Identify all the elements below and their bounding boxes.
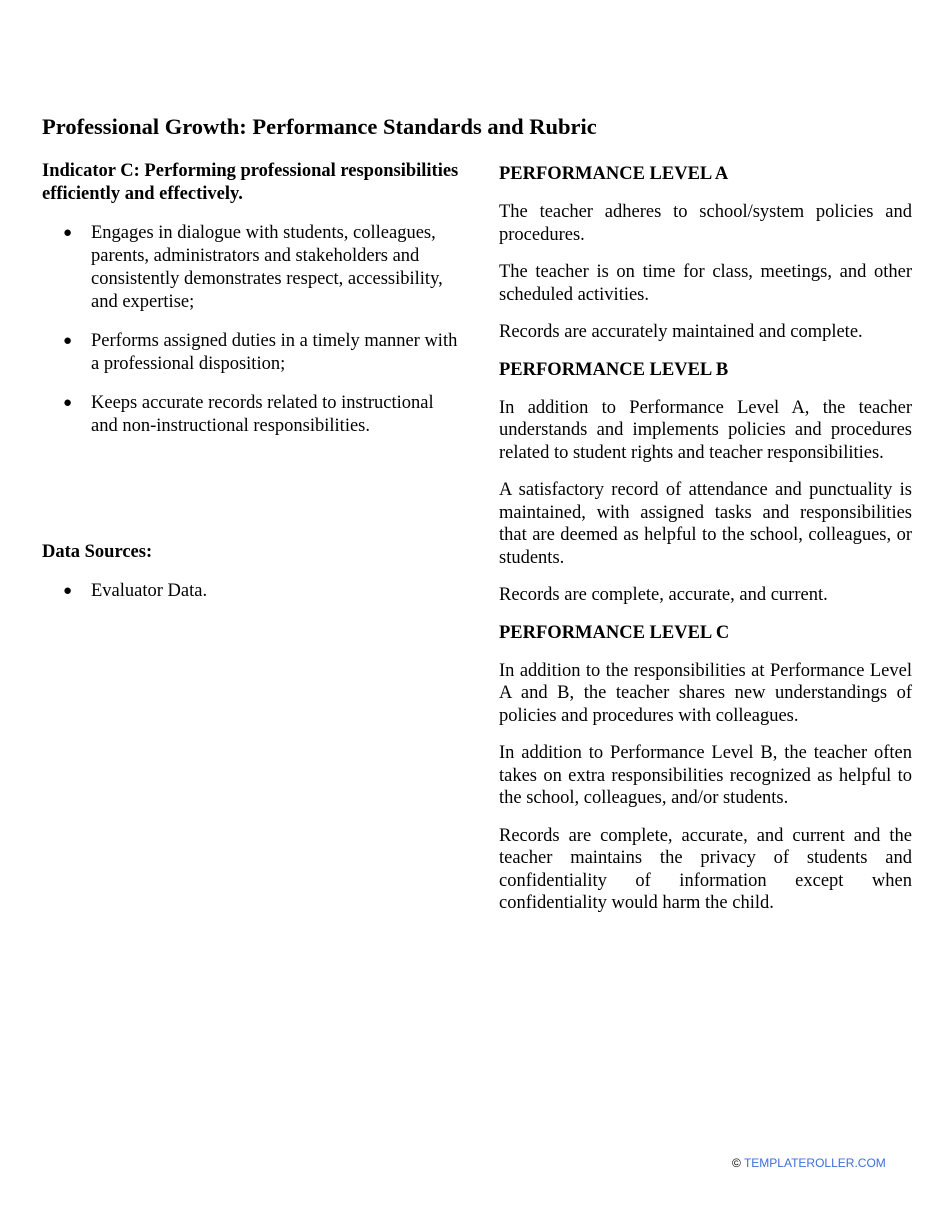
level-paragraph: The teacher adheres to school/system policies and procedures.	[499, 202, 912, 245]
list-item	[42, 330, 462, 376]
level-paragraph: The teacher is on time for class, meetings, and other scheduled activities.	[499, 262, 912, 305]
list-item-text: Evaluator Data.	[91, 581, 208, 601]
list-item	[42, 580, 462, 603]
list-item-text: Engages in dialogue with students, colleagues, parents, administrators and stakeholders and consistently demonstrates respect, accessibility, and expertise;	[91, 223, 443, 312]
level-paragraph: In addition to Performance Level A, the teacher understands and implements policies and procedures related to student rights and teacher responsibilities.	[499, 397, 912, 463]
list-item-text: Performs assigned duties in a timely manner with a professional disposition;	[91, 331, 458, 374]
performance-levels	[499, 163, 912, 930]
indicator-section	[42, 160, 462, 438]
performance-level-a	[499, 163, 912, 344]
level-paragraph: Records are accurately maintained and complete.	[499, 322, 863, 342]
performance-level-c	[499, 622, 912, 915]
list-item-text: Keeps accurate records related to instructional and non-instructional responsibilities.	[91, 393, 434, 436]
bullet-icon: ●	[63, 225, 73, 241]
list-item	[42, 392, 462, 438]
level-heading: PERFORMANCE LEVEL B	[499, 359, 729, 380]
footer-credit	[732, 1155, 886, 1171]
level-paragraph: In addition to Performance Level B, the teacher often takes on extra responsibilities recognized as helpful to the school, colleagues, and/or students.	[499, 743, 912, 808]
bullet-icon: ●	[63, 395, 73, 411]
bullet-icon: ●	[63, 583, 73, 599]
copyright-icon: ©	[732, 1156, 741, 1170]
level-heading: PERFORMANCE LEVEL A	[499, 164, 729, 184]
page-title: Professional Growth: Performance Standards and Rubric	[42, 114, 597, 139]
list-item	[42, 222, 462, 314]
level-heading: PERFORMANCE LEVEL C	[499, 622, 730, 643]
data-sources-heading: Data Sources:	[42, 542, 153, 562]
level-paragraph: Records are complete, accurate, and current.	[499, 585, 828, 605]
indicator-heading: Indicator C: Performing professional responsibilities efficiently and effectively.	[42, 161, 459, 204]
performance-level-b	[499, 359, 912, 607]
level-paragraph: A satisfactory record of attendance and punctuality is maintained, with assigned tasks and responsibilities that are deemed as helpful to the school, colleagues, or students.	[499, 480, 912, 568]
indicator-bullet-list	[42, 222, 462, 438]
data-sources-list	[42, 580, 462, 603]
bullet-icon: ●	[63, 333, 73, 349]
level-paragraph: In addition to the responsibilities at Performance Level A and B, the teacher shares new understandings of policies and procedures with colleagues.	[499, 660, 912, 726]
level-paragraph: Records are complete, accurate, and current and the teacher maintains the privacy of students and confidentiality of information except when confidentiality would harm the child.	[499, 825, 912, 913]
templateroller-link[interactable]: TEMPLATEROLLER.COM	[743, 1156, 886, 1170]
